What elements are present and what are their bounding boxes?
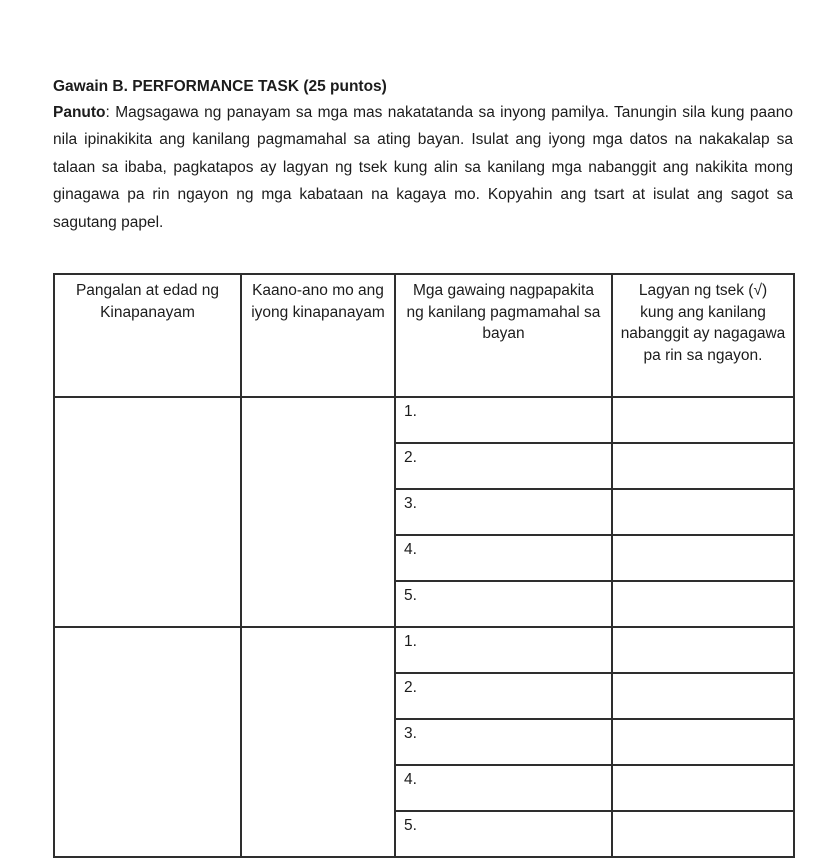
check-cell xyxy=(612,673,794,719)
table-row xyxy=(54,627,794,673)
activity-cell: 2. xyxy=(395,443,612,489)
header-row xyxy=(54,274,794,397)
header-cell-activities: Mga gawaing nagpapakita ng kanilang pagmamahal sa bayan xyxy=(395,274,612,397)
activity-cell: 5. xyxy=(395,811,612,857)
interviewee-name-cell-1 xyxy=(54,397,241,627)
header-cell-checkmark: Lagyan ng tsek (√) kung ang kanilang nabanggit ay nagagawa pa rin sa ngayon. xyxy=(612,274,794,397)
activity-cell: 5. xyxy=(395,581,612,627)
activity-cell: 4. xyxy=(395,765,612,811)
check-cell xyxy=(612,765,794,811)
worksheet-page xyxy=(53,0,793,858)
activity-cell: 2. xyxy=(395,673,612,719)
check-cell xyxy=(612,811,794,857)
check-cell xyxy=(612,489,794,535)
activity-cell: 3. xyxy=(395,489,612,535)
activity-cell: 4. xyxy=(395,535,612,581)
relation-cell-2 xyxy=(241,627,395,857)
check-cell xyxy=(612,581,794,627)
instructions-paragraph xyxy=(53,99,793,236)
check-cell xyxy=(612,719,794,765)
instructions-label: Panuto xyxy=(53,104,106,121)
worksheet-table xyxy=(53,273,795,858)
check-cell xyxy=(612,397,794,443)
document-title: Gawain B. PERFORMANCE TASK (25 puntos) xyxy=(53,78,387,95)
header-cell-relation: Kaano-ano mo ang iyong kinapanayam xyxy=(241,274,395,397)
instructions-body: : Magsagawa ng panayam sa mga mas nakatatanda sa inyong pamilya. Tanungin sila kung paano nila ipinakikita ang kanilang pagmamahal sa ating bayan. Isulat ang iyong mga datos na nakakalap sa talaan sa ibaba, pagkatapos ay lagyan ng tsek kung alin sa kanilang mga nabanggit ang nakikita mong ginagawa pa rin ngayon ng mga kabataan na kagaya mo. Kopyahin ang tsart at isulat ang sagot sa sagutang papel. xyxy=(53,104,793,231)
check-cell xyxy=(612,627,794,673)
activity-cell: 3. xyxy=(395,719,612,765)
check-cell xyxy=(612,535,794,581)
activity-cell: 1. xyxy=(395,397,612,443)
header-cell-name-age: Pangalan at edad ng Kinapanayam xyxy=(54,274,241,397)
activity-cell: 1. xyxy=(395,627,612,673)
check-cell xyxy=(612,443,794,489)
relation-cell-1 xyxy=(241,397,395,627)
table-row xyxy=(54,397,794,443)
interviewee-name-cell-2 xyxy=(54,627,241,857)
